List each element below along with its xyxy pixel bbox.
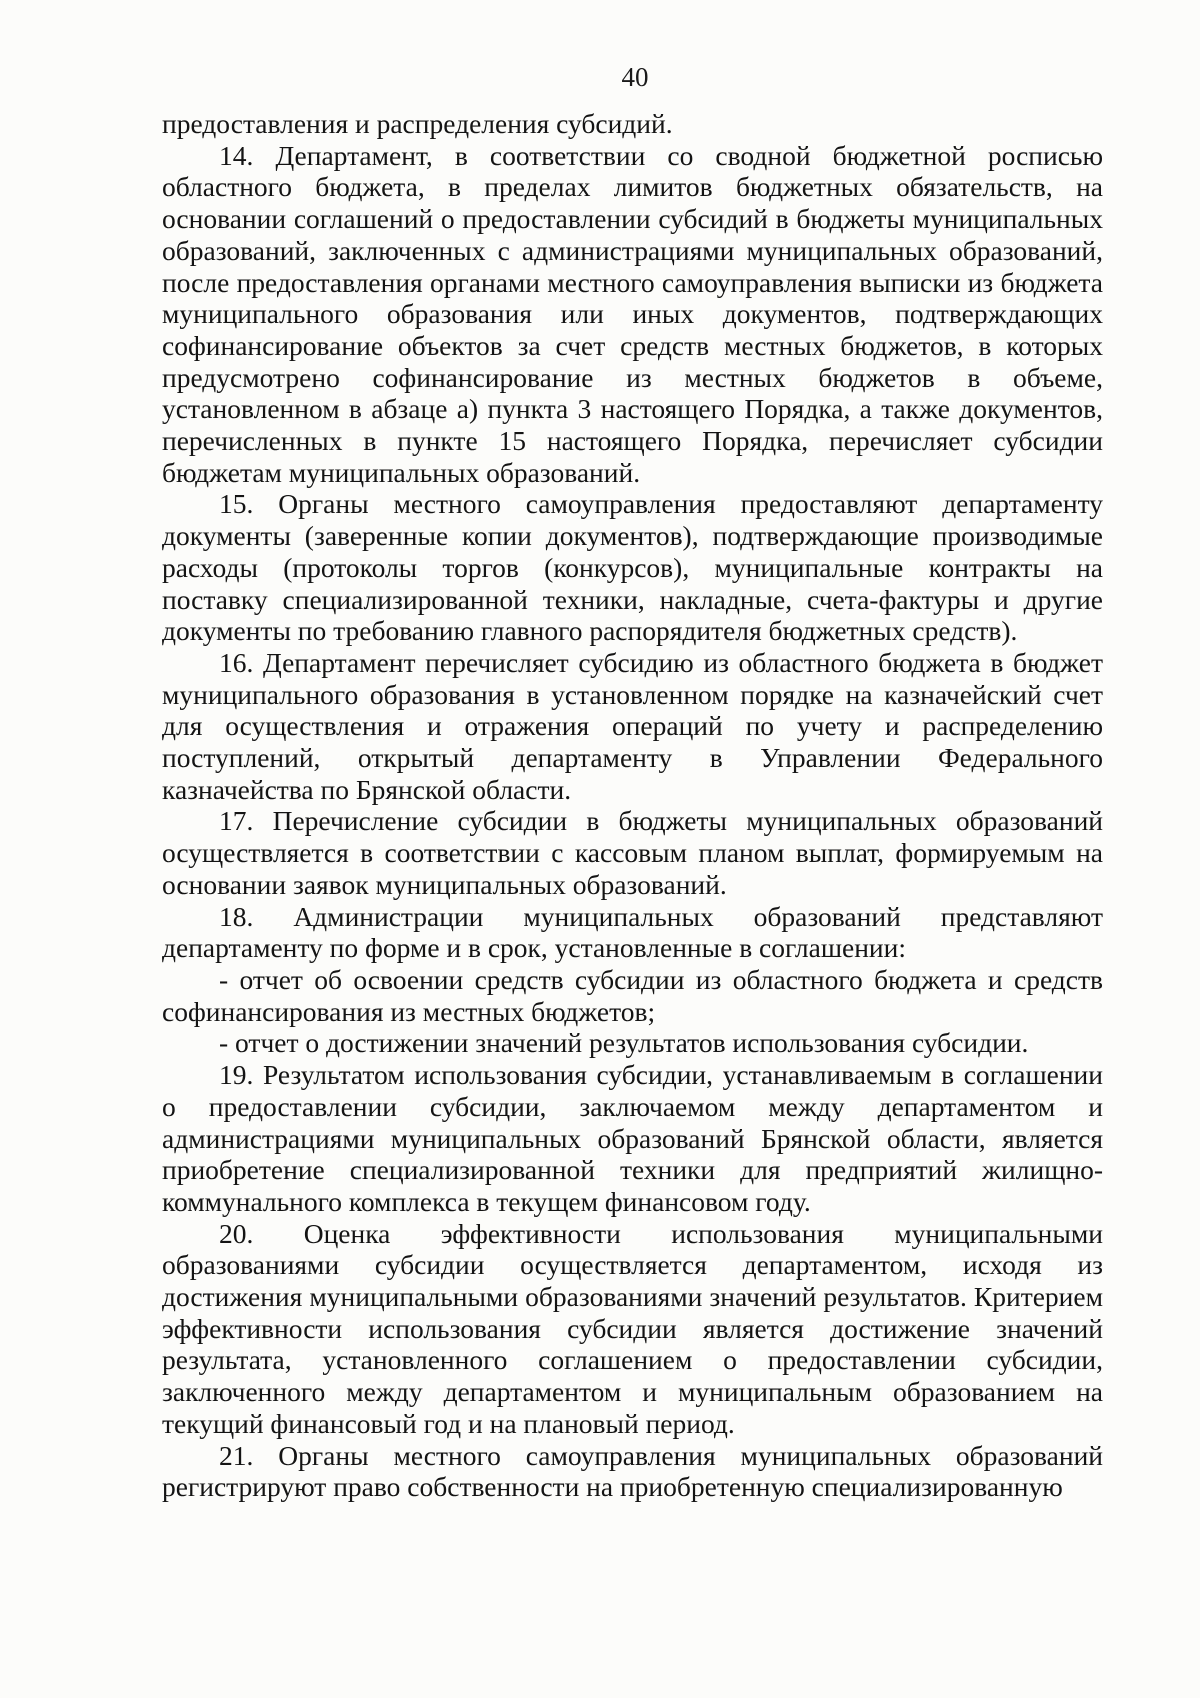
paragraph-17: 17. Перечисление субсидии в бюджеты муниципальных образований осуществляется в соответствии с кассовым планом выплат, формируемым на основании заявок муниципальных образований. bbox=[162, 805, 1103, 900]
paragraph-20: 20. Оценка эффективности использования муниципальными образованиями субсидии осуществляется департаментом, исходя из достижения муниципальными образованиями значений результатов. Критерием эффективности использования субсидии является достижение значений результата, установленного соглашением о предоставлении субсидии, заключенного между департаментом и муниципальным образованием на текущий финансовый год и на плановый период. bbox=[162, 1217, 1103, 1439]
page-number: 40 bbox=[621, 62, 649, 92]
paragraph-18: 18. Администрации муниципальных образований представляют департаменту по форме и в срок, установленные в соглашении: bbox=[162, 900, 1103, 964]
paragraph-19: 19. Результатом использования субсидии, устанавливаемым в соглашении о предоставлении субсидии, заключаемом между департаментом и администрациями муниципальных образований Брянской области, является приобретение специализированной техники для предприятий жилищно-коммунального комплекса в текущем финансовом году. bbox=[162, 1059, 1103, 1217]
paragraph-16: 16. Департамент перечисляет субсидию из областного бюджета в бюджет муниципального образования в установленном порядке на казначейский счет для осуществления и отражения операций по учету и распределению поступлений, открытый департаменту в Управлении Федерального казначейства по Брянской области. bbox=[162, 646, 1103, 805]
paragraph-15: 15. Органы местного самоуправления предоставляют департаменту документы (заверенные копии документов), подтверждающие производимые расходы (протоколы торгов (конкурсов), муниципальные контракты на поставку специализированной техники, накладные, счета-фактуры и другие документы по требованию главного распорядителя бюджетных средств). bbox=[162, 488, 1103, 647]
paragraph-21: 21. Органы местного самоуправления муниципальных образований регистрируют право собственности на приобретенную специализированную bbox=[162, 1439, 1103, 1503]
paragraph-continuation: предоставления и распределения субсидий. bbox=[162, 108, 673, 139]
list-item-report-funds: - отчет об освоении средств субсидии из областного бюджета и средств софинансирования из местных бюджетов; bbox=[162, 963, 1103, 1027]
document-body bbox=[162, 108, 1103, 1503]
list-item-report-results: - отчет о достижении значений результатов использования субсидии. bbox=[219, 1027, 1029, 1059]
paragraph-14: 14. Департамент, в соответствии со сводной бюджетной росписью областного бюджета, в пределах лимитов бюджетных обязательств, на основании соглашений о предоставлении субсидий в бюджеты муниципальных образований, заключенных с администрациями муниципальных образований, после предоставления органами местного самоуправления выписки из бюджета муниципального образования или иных документов, подтверждающих софинансирование объектов за счет средств местных бюджетов, в которых предусмотрено софинансирование из местных бюджетов в объеме, установленном в абзаце а) пункта 3 настоящего Порядка, а также документов, перечисленных в пункте 15 настоящего Порядка, перечисляет субсидии бюджетам муниципальных образований. bbox=[162, 139, 1103, 488]
